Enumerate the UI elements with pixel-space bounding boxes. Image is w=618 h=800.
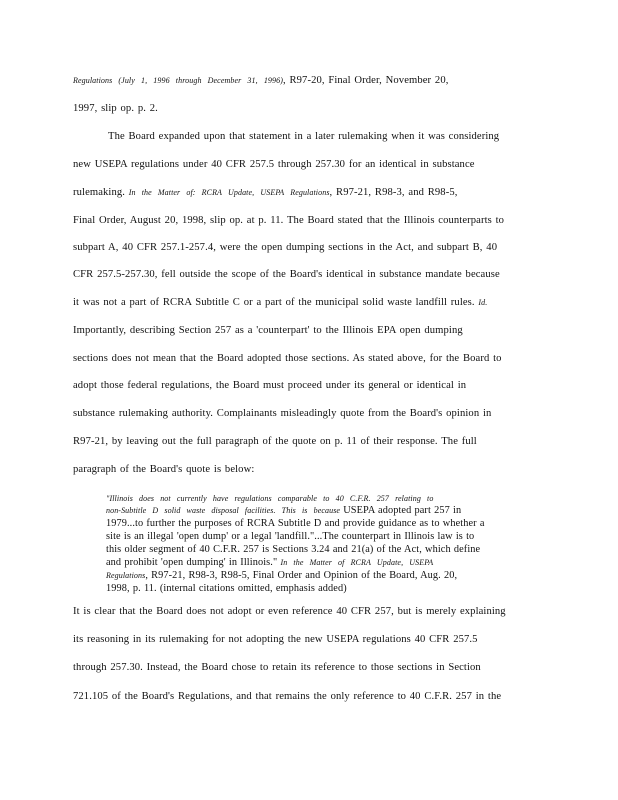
paragraph-line: substance rulemaking authority. Complainants misleadingly quote from the Board's opinion in: [73, 408, 492, 419]
quote-italic: In the Matter of RCRA Update, USEPA: [280, 558, 434, 567]
quote-text: and prohibit 'open dumping' in Illinois.": [106, 557, 278, 568]
line-text: rulemaking.: [73, 187, 125, 198]
quote-text: USEPA adopted part 257 in: [343, 505, 462, 516]
block-quote-line: 1998, p. 11. (internal citations omitted, emphasis added): [106, 583, 347, 594]
paragraph-line: Final Order, August 20, 1998, slip op. at p. 11. The Board stated that the Illinois counterparts to: [73, 215, 505, 226]
paragraph-line: sections does not mean that the Board adopted those sections. As stated above, for the Board to: [73, 353, 502, 364]
paragraph-line: through 257.30. Instead, the Board chose to retain its reference to those sections in Section: [73, 662, 481, 673]
paragraph-line: Importantly, describing Section 257 as a 'counterpart' to the Illinois EPA open dumping: [73, 325, 463, 336]
line-text: it was not a part of RCRA Subtitle C or a part of the municipal solid waste landfill rules.: [73, 297, 475, 308]
paragraph-line: 1997, slip op. p. 2.: [73, 103, 158, 114]
block-quote-line: [106, 493, 546, 505]
block-quote-line: site is an illegal 'open dump' or a legal 'landfill."...The counterpart in Illinois law is to: [106, 531, 475, 542]
citation-italic: In the Matter of: RCRA Update, USEPA Regulations: [128, 188, 330, 197]
block-quote-line: [106, 505, 546, 517]
paragraph-line: its reasoning in its rulemaking for not adopting the new USEPA regulations 40 CFR 257.5: [73, 634, 478, 645]
quote-italic: "Illinois does not currently have regulations comparable to 40 C.F.R. 257 relating to: [106, 494, 434, 503]
paragraph-line: [73, 74, 543, 88]
quote-italic: Regulations: [106, 571, 146, 580]
block-quote-line: this older segment of 40 C.F.R. 257 is Sections 3.24 and 21(a) of the Act, which define: [106, 544, 481, 555]
paragraph-line: new USEPA regulations under 40 CFR 257.5 through 257.30 for an identical in substance: [73, 159, 475, 170]
paragraph-line: [73, 296, 543, 310]
paragraph-line: R97-21, by leaving out the full paragraph of the quote on p. 11 of their response. The full: [73, 436, 477, 447]
block-quote-line: 1979...to further the purposes of RCRA Subtitle D and provide guidance as to whether a: [106, 518, 485, 529]
line-text: , R97-20, Final Order, November 20,: [282, 75, 449, 86]
paragraph-line: adopt those federal regulations, the Board must proceed under its general or identical in: [73, 380, 467, 391]
citation-italic: Id.: [478, 298, 488, 307]
block-quote-line: [106, 570, 546, 582]
paragraph-line: paragraph of the Board's quote is below:: [73, 464, 255, 475]
citation-italic: Regulations (July 1, 1996 through December 31, 1996): [73, 76, 283, 85]
paragraph-line: subpart A, 40 CFR 257.1-257.4, were the open dumping sections in the Act, and subpart B, 40: [73, 242, 498, 253]
paragraph-line: It is clear that the Board does not adopt or even reference 40 CFR 257, but is merely explaining: [73, 606, 506, 617]
paragraph-line: CFR 257.5-257.30, fell outside the scope of the Board's identical in substance mandate because: [73, 269, 500, 280]
paragraph-line: The Board expanded upon that statement in a later rulemaking when it was considering: [108, 131, 500, 142]
quote-italic: non-Subtitle D solid waste disposal facilities. This is because: [106, 506, 341, 515]
paragraph-line: 721.105 of the Board's Regulations, and that remains the only reference to 40 C.F.R. 257 in the: [73, 691, 502, 702]
line-text: , R97-21, R98-3, and R98-5,: [329, 187, 458, 198]
block-quote-line: [106, 557, 546, 569]
quote-text: , R97-21, R98-3, R98-5, Final Order and Opinion of the Board, Aug. 20,: [145, 570, 458, 581]
paragraph-line: [73, 186, 543, 200]
